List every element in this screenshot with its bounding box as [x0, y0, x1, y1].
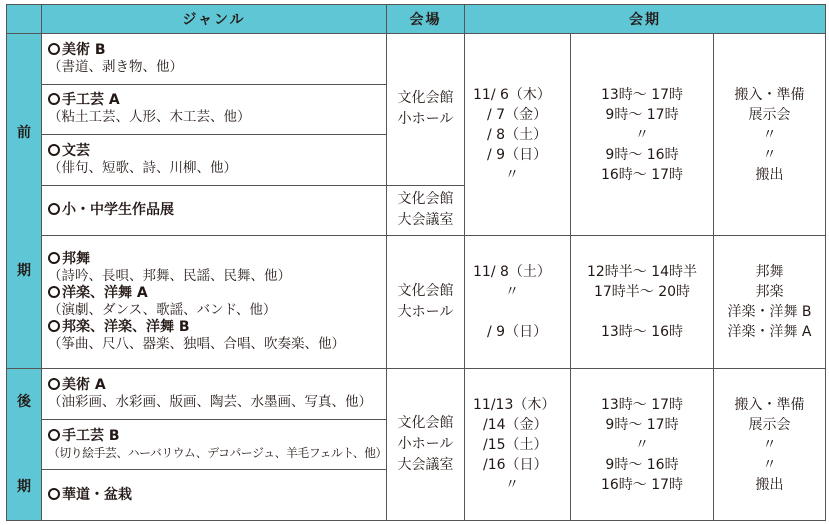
note-line: 〃 [762, 126, 777, 143]
date-line [473, 302, 570, 322]
genre-cell [42, 369, 387, 420]
genre-cell [42, 84, 387, 135]
time-line: 9時～ 17時 [605, 416, 679, 433]
genre-name: 邦楽、洋楽、洋舞 B [48, 319, 386, 336]
genre-items: （筝曲、尺八、器楽、独唱、合唱、吹奏楽、他） [48, 336, 345, 353]
times-cell [571, 34, 714, 236]
genre-cell [42, 236, 387, 369]
venue-line: 大ホール [397, 304, 454, 321]
genre-items: （演劇、ダンス、歌謡、バンド、他） [48, 302, 277, 319]
times-cell [571, 369, 714, 521]
schedule-table [6, 4, 826, 521]
note-line: 邦舞 [755, 264, 784, 281]
date-line: /15（土） [483, 436, 548, 453]
note-line: 搬入・準備 [734, 396, 805, 413]
time-line: 17時半～ 20時 [593, 284, 691, 301]
venue-cell [387, 369, 465, 521]
time-line: 13時～ 16時 [600, 324, 684, 341]
time-line: 12時半～ 14時半 [586, 264, 698, 281]
time-line: 16時～ 17時 [600, 166, 684, 183]
table-row [7, 369, 826, 420]
genre-items: （粘土工芸、人形、木工芸、他） [48, 109, 251, 126]
times-cell [571, 236, 714, 369]
notes-cell [714, 369, 826, 521]
period-char: 前 [17, 125, 31, 141]
dates-cell [465, 236, 571, 369]
dates-cell [465, 369, 571, 521]
time-line: 〃 [635, 126, 649, 143]
date-line: / 7（金） [487, 106, 548, 123]
genre-name: 華道・盆栽 [48, 487, 386, 504]
dates-cell [465, 34, 571, 236]
time-line: 〃 [635, 436, 649, 453]
header-row [7, 5, 826, 34]
time-line: 13時～ 17時 [600, 396, 684, 413]
genre-items: （書道、剥き物、他） [48, 58, 183, 75]
genre-name: 小・中学生作品展 [48, 202, 386, 219]
header-venue: 会場 [387, 5, 465, 34]
note-line: 邦楽 [755, 284, 784, 301]
date-line: / 9（日） [487, 324, 548, 341]
table-row [7, 236, 826, 369]
genre-items: （詩吟、長唄、邦舞、民謡、民舞、他） [48, 268, 291, 285]
genre-cell [42, 470, 387, 521]
genre-name: 文芸 [48, 143, 386, 160]
genre-cell [42, 419, 387, 470]
period-char: 期 [17, 479, 31, 496]
time-line: 16時～ 17時 [600, 476, 684, 493]
genre-cell [42, 135, 387, 186]
header-genre: ジャンル [42, 5, 387, 34]
venue-cell [387, 236, 465, 369]
notes-cell [714, 34, 826, 236]
genre-name: 美術 B [48, 42, 386, 59]
note-line: 搬入・準備 [734, 86, 805, 103]
venue-line: 文化会館 [397, 90, 454, 107]
note-line: 〃 [762, 146, 777, 163]
date-line: / 8（土） [487, 126, 548, 143]
venue-line: 小ホール [397, 111, 454, 128]
note-line: 洋楽・洋舞 A [727, 324, 812, 341]
time-line: 9時～ 17時 [605, 106, 679, 123]
date-line: /16（日） [483, 456, 548, 473]
period-char: 後 [17, 394, 31, 411]
notes-cell [714, 236, 826, 369]
date-line: 〃 [505, 476, 519, 493]
venue-line: 文化会館 [397, 191, 454, 208]
time-line: 9時～ 16時 [605, 456, 679, 473]
header-dates: 会期 [465, 5, 826, 34]
genre-name: 手工芸 B [48, 428, 386, 445]
header-corner [7, 5, 42, 34]
note-line: 展示会 [748, 106, 791, 123]
note-line: 展示会 [748, 416, 791, 433]
table-row [7, 34, 826, 85]
date-line: 〃 [505, 284, 519, 301]
genre-cell [42, 34, 387, 85]
date-line: 11/ 6（木） [473, 86, 551, 103]
venue-cell [387, 34, 465, 186]
note-line: 〃 [762, 456, 777, 473]
period-char: 期 [17, 263, 31, 279]
venue-line: 文化会館 [397, 283, 454, 300]
date-line: 11/13（木） [473, 396, 556, 413]
venue-line: 大会議室 [397, 457, 454, 474]
venue-cell [387, 185, 465, 236]
date-line: /14（金） [483, 416, 548, 433]
venue-line: 文化会館 [397, 415, 454, 432]
time-line: 9時～ 16時 [605, 146, 679, 163]
genre-items: （俳句、短歌、詩、川柳、他） [48, 159, 237, 176]
genre-cell [42, 185, 387, 236]
time-line: 13時～ 17時 [600, 86, 684, 103]
genre-name: 手工芸 A [48, 92, 386, 109]
period-first [7, 34, 42, 369]
note-line: 洋楽・洋舞 B [727, 304, 812, 321]
time-line [571, 302, 713, 322]
note-line: 〃 [762, 436, 777, 453]
genre-name: 洋楽、洋舞 A [48, 285, 386, 302]
genre-items: （切り絵手芸、ハーバリウム、デコパージュ、羊毛フェルト、他） [48, 445, 387, 460]
date-line: 〃 [505, 166, 519, 183]
genre-name: 美術 A [48, 377, 386, 394]
venue-line: 小ホール [397, 436, 454, 453]
date-line: / 9（日） [487, 146, 548, 163]
note-line: 搬出 [755, 476, 784, 493]
venue-line: 大会議室 [397, 212, 454, 229]
date-line: 11/ 8（土） [473, 264, 551, 281]
genre-name: 邦舞 [48, 251, 386, 268]
note-line: 搬出 [755, 166, 784, 183]
period-second [7, 369, 42, 521]
genre-items: （油彩画、水彩画、版画、陶芸、水墨画、写真、他） [48, 394, 372, 411]
